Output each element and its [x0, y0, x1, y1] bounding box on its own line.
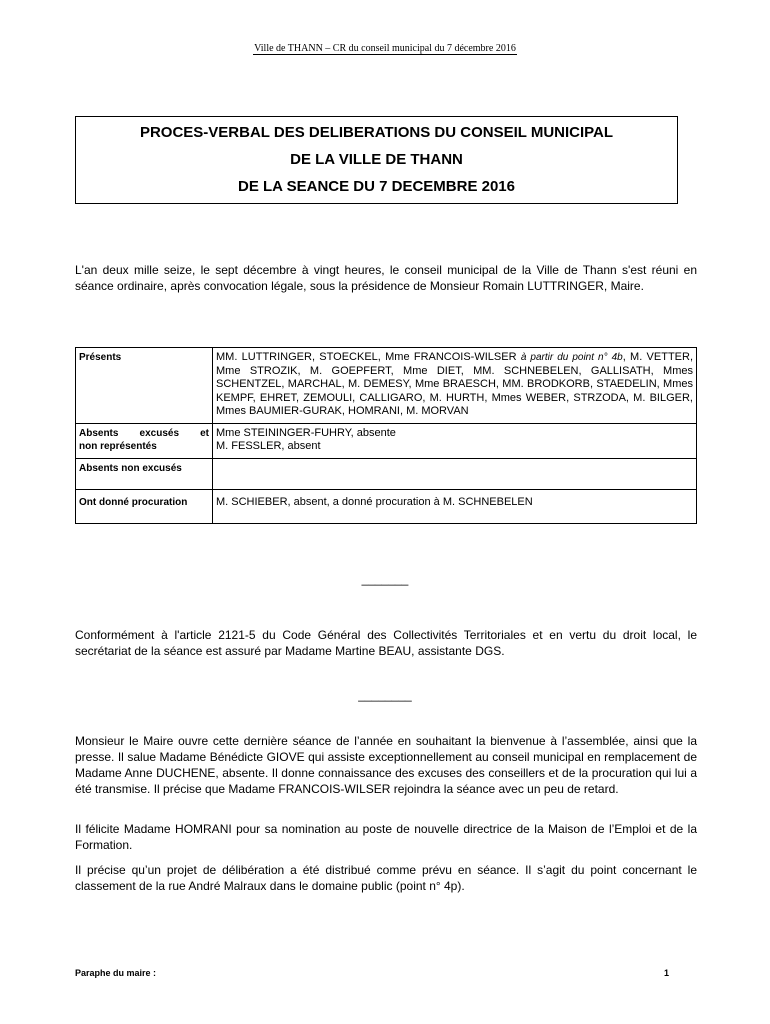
- table-row-excused: [76, 423, 697, 458]
- running-header: [0, 43, 770, 54]
- body-paragraph-1: Monsieur le Maire ouvre cette dernière séance de l’année en souhaitant la bienvenue à l’assemblée, ainsi que la presse. Il salue Madame Bénédicte GIOVE qui assiste exceptionnellement au conseil municipal en remplacement de Madame Anne DUCHENE, absente. Il donne connaissance des excuses des conseillers et de la procuration qui lui a été transmise. Il précise que Madame FRANCOIS-WILSER rejoindra la séance avec un peu de retard.: [75, 734, 697, 796]
- running-header-text: Ville de THANN – CR du conseil municipal du 7 décembre 2016: [254, 43, 516, 54]
- body-paragraph-2: Il félicite Madame HOMRANI pour sa nomination au poste de nouvelle directrice de la Maison de l’Emploi et de la Formation.: [75, 822, 697, 852]
- secretariat-paragraph: Conformément à l'article 2121-5 du Code Général des Collectivités Territoriales et en vertu du droit local, le secrétariat de la séance est assuré par Madame Martine BEAU, assistante DGS.: [75, 628, 697, 658]
- table-row-unexcused: [76, 458, 697, 489]
- present-value: MM. LUTTRINGER, STOECKEL, Mme FRANCOIS-WILSER à partir du point n° 4b, M. VETTER, Mme STROZIK, M. GOEPFERT, Mme DIET, MM. SCHNEBELEN, GALLISATH, Mmes SCHENTZEL, MARCHAL, M. DEMESY, Mme BRAESCH, MM. BRODKORB, STAEDELIN, Mmes KEMPF, EHRET, ZEMOULI, CALLIGARO, M. HURTH, Mmes WEBER, STRZODA, M. BILGER, Mmes BAUMIER-GURAK, HOMRANI, M. MORVAN: [213, 348, 697, 424]
- title-line-1: PROCES-VERBAL DES DELIBERATIONS DU CONSEIL MUNICIPAL: [139, 124, 614, 141]
- unexcused-label: Absents non excusés: [76, 458, 213, 489]
- present-note: à partir du point n° 4b: [520, 352, 623, 363]
- excused-label: Absents excusés et non représentés: [76, 423, 213, 458]
- present-label: Présents: [76, 348, 213, 424]
- table-row-present: [76, 348, 697, 424]
- body-paragraph-3: Il précise qu’un projet de délibération a été distribué comme prévu en séance. Il s’agit du point concernant le classement de la rue André Malraux dans le domaine public (point n° 4p).: [75, 863, 697, 893]
- table-row-proxy: [76, 489, 697, 523]
- title-box: [75, 116, 678, 204]
- title-line-2: DE LA VILLE DE THANN: [290, 151, 463, 168]
- proxy-label: Ont donné procuration: [76, 489, 213, 523]
- unexcused-value: [213, 458, 697, 489]
- separator-line: _______: [361, 572, 409, 586]
- proxy-value: M. SCHIEBER, absent, a donné procuration à M. SCHNEBELEN: [213, 489, 697, 523]
- intro-paragraph: L'an deux mille seize, le sept décembre à vingt heures, le conseil municipal de la Ville de Thann s'est réuni en séance ordinaire, après convocation légale, sous la présidence de Monsieur Romain LUTTRINGER, Maire.: [75, 263, 697, 293]
- title-line-3: DE LA SEANCE DU 7 DECEMBRE 2016: [237, 178, 515, 195]
- attendance-table: [75, 347, 697, 524]
- page-number: 1: [664, 968, 670, 978]
- mayor-initials-label: Paraphe du maire :: [75, 968, 157, 978]
- excused-value: Mme STEININGER-FUHRY, absente M. FESSLER, absent: [213, 423, 697, 458]
- separator-line-2: ________: [358, 688, 412, 702]
